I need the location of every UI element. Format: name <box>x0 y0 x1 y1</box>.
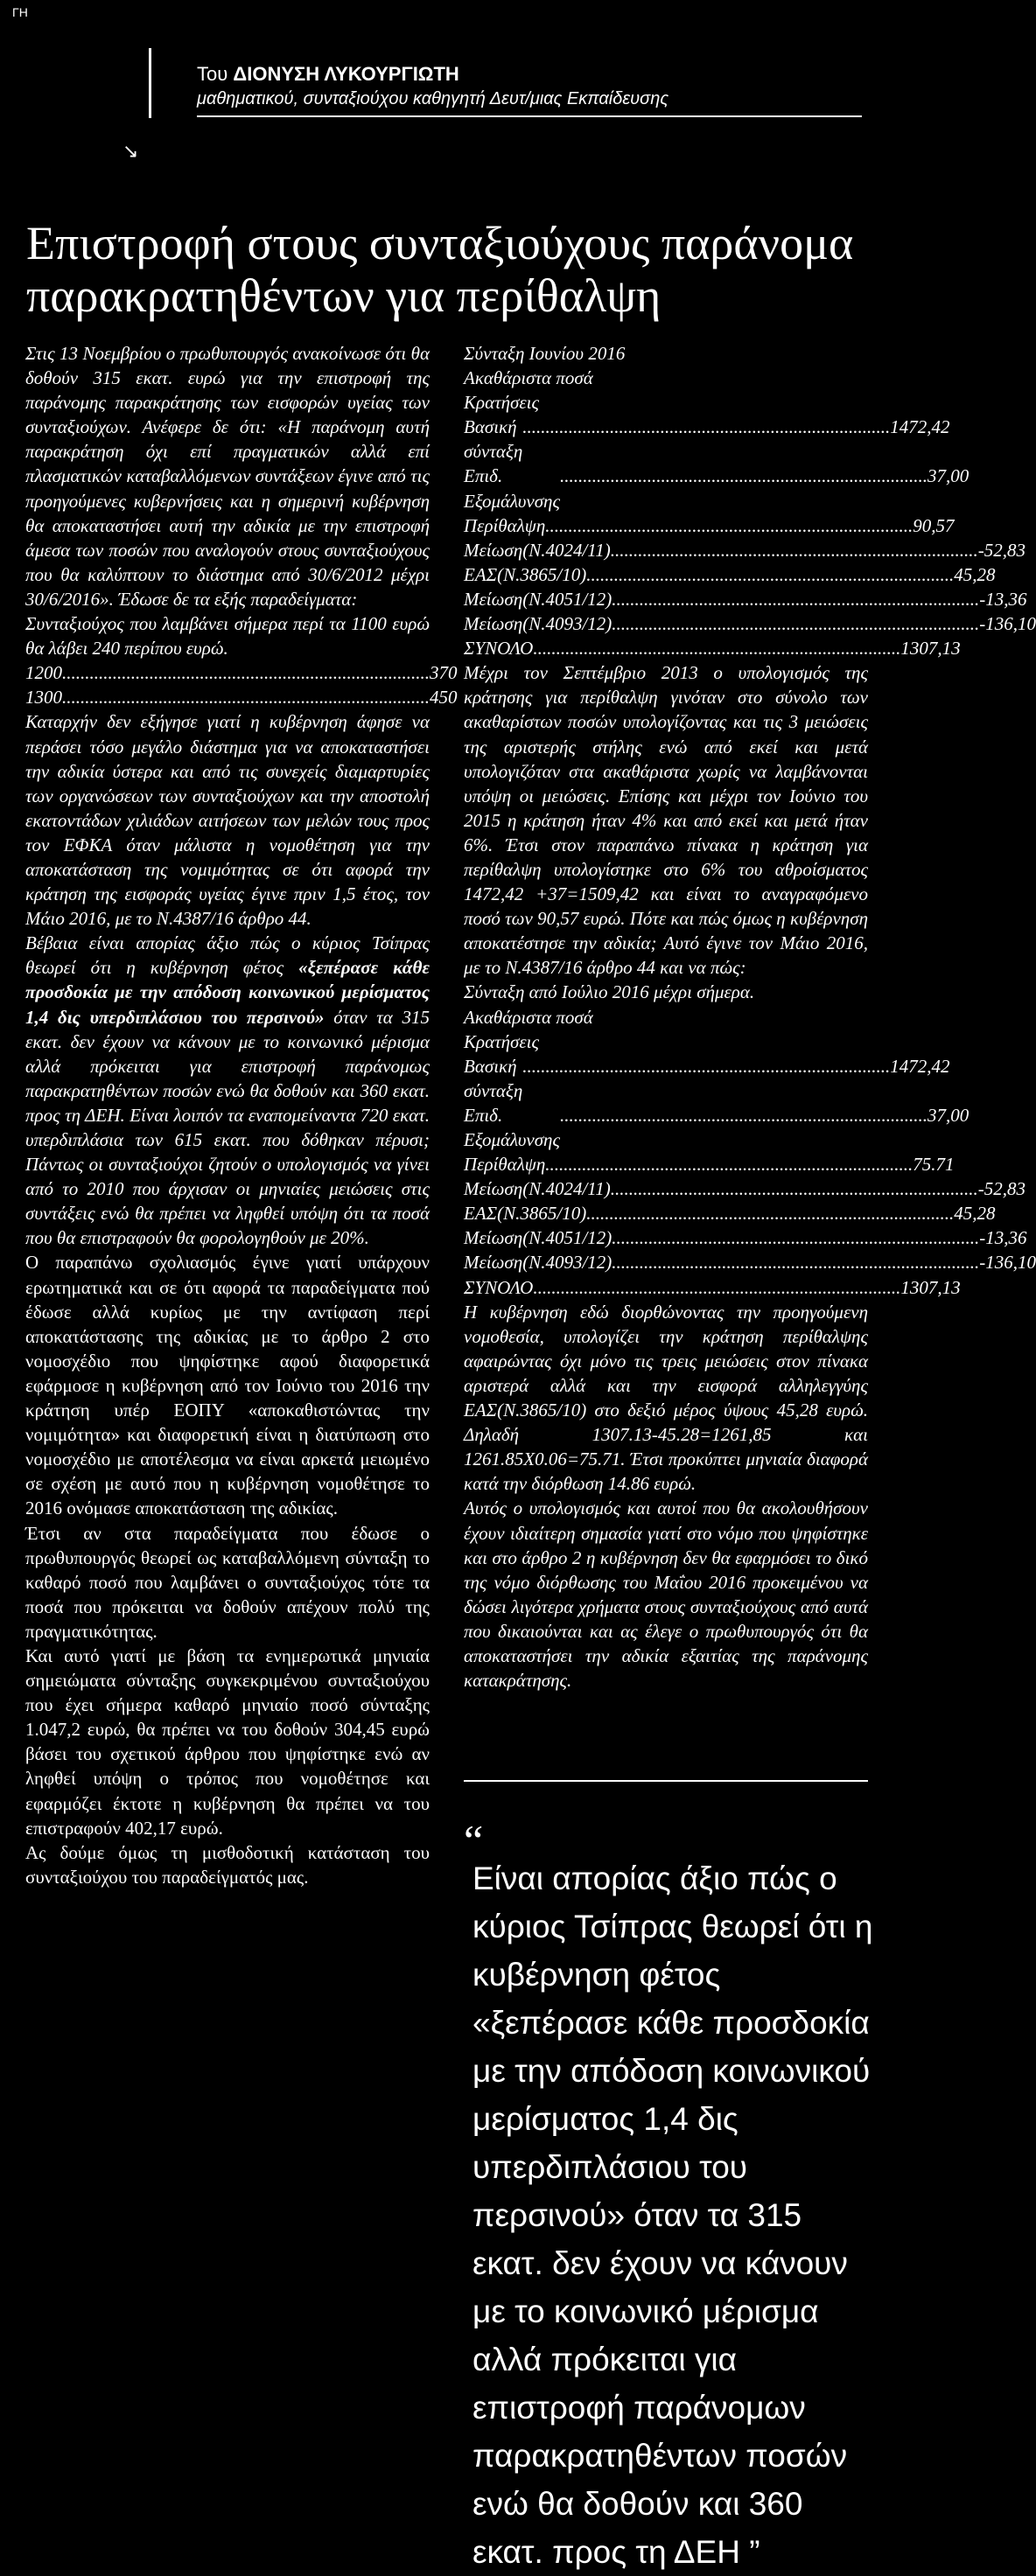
dot-leader: ................................................................................ <box>560 1104 928 1126</box>
row-label: Περίθαλψη <box>464 1154 546 1176</box>
row-value: 90,57 <box>913 514 955 536</box>
dot-leader: ................................................................................ <box>612 1252 980 1274</box>
row-label: ΣΥΝΟΛΟ <box>464 638 534 660</box>
figure-row <box>464 1152 955 1176</box>
pullquote: Είναι απορίας άξιο πώς ο κύριος Τσίπρας θεωρεί ότι η κυβέρνηση φέτος «ξεπέρασε κάθε προσδοκία με την απόδοση κοινωνικού μερίσματος 1,4 δις υπερδιπλάσιου του περσινού» όταν τα 315 εκατ. δεν έχουν να κάνουν με το κοινωνικό μέρισμα αλλά πρόκειται για επιστροφή παράνομων παρακρατηθέντων ποσών ενώ θα δοθούν και 360 εκατ. προς τη ΔΕΗ ” <box>472 1860 873 2570</box>
paragraph <box>25 931 430 1250</box>
author-line <box>197 63 459 86</box>
row-value: 1472,42 <box>890 1055 950 1077</box>
paragraph: Σύνταξη Ιουνίου 2016 <box>464 343 626 364</box>
dot-leader: ................................................................................ <box>522 416 891 438</box>
paragraph: Έτσι αν στα παραδείγματα που έδωσε ο πρωθυπουργός θεωρεί ως καταβαλλόμενη σύνταξη το καθαρό ποσό που λαμβάνει ο συνταξιούχος τότε τα ποσά που πρόκειται να δοθούν απέχουν πολύ της πραγματικότητας. <box>25 1522 430 1642</box>
paragraph-after: όταν τα 315 εκατ. δεν έχουν να κάνουν με το κοινωνικό μέρισμα αλλά πρόκειται για επιστροφή παράνομως παρακρατηθέντων ποσών ενώ θα δοθούν και 360 εκατ. προς τη ΔΕΗ. Είναι λοιπόν τα εναπομείναντα 720 εκατ. υπερδιπλάσια των 615 εκατ. που δόθηκαν πέρυσι; Πάντως οι συνταξιούχοι ζητούν ο υπολογισμός να γίνει από το 2010 που άρχισαν οι μηνιαίες μειώσεις στις συντάξεις ενώ θα πρέπει να ληφθεί υπόψη ότι τα ποσά που θα επιστραφούν θα φορολογηθούν με 20%. <box>25 1006 430 1249</box>
row-label: 1300 <box>25 687 62 709</box>
row-value: 37,00 <box>928 1104 970 1126</box>
paragraph: Κρατήσεις <box>464 392 540 414</box>
left-column <box>25 341 458 1889</box>
figure-row <box>464 538 1026 562</box>
row-label: Βασική σύνταξη <box>464 1055 523 1101</box>
dot-leader: ................................................................................ <box>610 1178 978 1200</box>
paragraph: Ακαθάριστα ποσά <box>464 1006 593 1028</box>
row-value: 1472,42 <box>890 416 950 438</box>
dot-leader: ................................................................................ <box>610 539 978 561</box>
paragraph: Καταρχήν δεν εξήγησε γιατί η κυβέρνηση άφησε να περάσει τόσο μεγάλο διάστημα για να αποκαταστήσει την αδικία ύστερα και από τις συνεχείς διαμαρτυρίες των οργανώσεων των συνταξιούχων και την αποστολή εκατοντάδων χιλιάδων αιτήσεων των μελών τους προς τον ΕΦΚΑ όταν μάλιστα η νομοθέτηση για την αποκατάσταση της νομιμότητας σε ότι αφορά την κράτηση της εισφοράς υγείας έγινε πριν 1,5 έτος, τον Μάιο 2016, με το Ν.4387/16 άρθρο 44. <box>25 711 430 930</box>
pullquote-divider <box>464 1780 868 1782</box>
author-role: μαθηματικού, συνταξιούχου καθηγητή Δευτ/μιας Εκπαίδευσης <box>197 89 669 108</box>
dot-leader: ................................................................................ <box>586 563 955 585</box>
figure-row <box>464 1103 970 1152</box>
figure-row <box>464 464 970 513</box>
paragraph: Κρατήσεις <box>464 1030 540 1052</box>
author-name: ΔΙΟΝΥΣΗ ΛΥΚΟΥΡΓΙΩΤΗ <box>233 63 459 85</box>
figure-row <box>464 1225 1027 1250</box>
row-label: Μείωση(Ν.4093/12) <box>464 1252 612 1274</box>
figure-row <box>464 415 950 464</box>
row-value: -13,36 <box>979 588 1027 610</box>
dot-leader: ................................................................................ <box>533 638 901 660</box>
paragraph: Ας δούμε όμως τη μισθοδοτική κατάσταση του συνταξιούχου του παραδείγματός μας. <box>25 1841 430 1888</box>
pullquote-mark: “ <box>464 1816 484 1865</box>
decorative-tick: ↘ <box>122 140 139 162</box>
article-title: Επιστροφή στους συνταξιούχους παράνομα παρακρατηθέντων για περίθαλψη <box>26 217 854 322</box>
row-value: 450 <box>430 687 458 709</box>
dot-leader: ................................................................................ <box>545 1154 914 1176</box>
row-label: ΕΑΣ(Ν.3865/10) <box>464 563 587 585</box>
row-label: Μείωση(Ν.4024/11) <box>464 1178 611 1200</box>
figure-row <box>464 513 955 538</box>
row-label: Περίθαλψη <box>464 514 546 536</box>
row-value: 37,00 <box>928 465 970 487</box>
paragraph: Συνταξιούχος που λαμβάνει σήμερα περί τα 1100 ευρώ θα λάβει 240 περίπου ευρώ. <box>25 613 430 660</box>
dot-leader: ................................................................................ <box>612 613 980 635</box>
row-value: -52,83 <box>977 539 1026 561</box>
paragraph-before: Βέβαια είναι απορίας άξιο πώς ο κύριος Τσίπρας θεωρεί ότι η κυβέρνηση φέτος <box>25 932 430 979</box>
dot-leader: ................................................................................ <box>586 1203 955 1225</box>
row-value: -13,36 <box>979 1227 1027 1249</box>
row-value: 1307,13 <box>900 638 961 660</box>
paragraph: Μέχρι τον Σεπτέμβριο 2013 ο υπολογισμός της κράτησης για περίθαλψη γινόταν στο σύνολο των ακαθαρίστων ποσών υπολογίζοντας και τις 3 μειώσεις της αριστερής στήλης ενώ από εκεί και μετά υπολογιζόταν στα ακαθάριστα χωρίς να λαμβάνονται υπόψη οι μειώσεις. Επίσης και μέχρι τον Ιούνιο του 2015 η κράτηση ήταν 4% και από εκεί και μετά ήταν 6%. Έτσι στον παραπάνω πίνακα η κράτηση για περίθαλψη υπολογίστηκε στο 6% του αθροίσματος 1472,42 +37=1509,42 και είναι το αναγραφόμενο ποσό των 90,57 ευρώ. Πότε και πώς όμως η κυβέρνηση αποκατέστησε την αδικία; Αυτό έγινε τον Μάιο 2016, με το Ν.4387/16 άρθρο 44 και να πώς: <box>464 662 868 979</box>
dot-leader: ................................................................................ <box>612 1227 980 1249</box>
row-label: Μείωση(Ν.4093/12) <box>464 613 612 635</box>
author-prefix: Του <box>197 63 234 85</box>
figure-row <box>464 1176 1026 1201</box>
paragraph: Ακαθάριστα ποσά <box>464 367 593 389</box>
header-rule <box>197 115 862 117</box>
row-label: Επιδ. Εξομάλυνσης <box>464 1104 560 1150</box>
row-label: ΣΥΝΟΛΟ <box>464 1276 534 1298</box>
paragraph: Αυτός ο υπολογισμός και αυτοί που θα ακολουθήσουν έχουν ιδιαίτερη σημασία γιατί στο νόμο που ψηφίστηκε και στο άρθρο 2 η κυβέρνηση δεν θα εφαρμόσει το δικό της νόμο διόρθωσης του Μαΐου 2016 προκειμένου να δώσει λιγότερα χρήματα στους συνταξιούχους από αυτά που δικαιούνται και ας έλεγε ο πρωθυπουργός ότι θα αποκαταστήσει την αδικία εξαιτίας της παράνομης κατακράτησης. <box>464 1497 868 1692</box>
row-value: 1307,13 <box>900 1276 961 1298</box>
row-label: Μείωση(Ν.4024/11) <box>464 539 611 561</box>
paragraph: Και αυτό γιατί με βάση τα ενημερωτικά μηνιαία σημειώματα σύνταξης συγκεκριμένου συνταξιούχου που έχει σήμερα καθαρό μηνιαίο ποσό σύνταξης 1.047,2 ευρώ, θα πρέπει να του δοθούν 304,45 ευρώ βάσει του σχετικού άρθρου που ψηφίστηκε ενώ αν ληφθεί υπόψη ο τρόπος που νομοθέτησε και εφαρμόζει έκτοτε η κυβέρνηση θα πρέπει να του επιστραφούν 402,17 ευρώ. <box>25 1644 430 1839</box>
row-value: 45,28 <box>954 1203 996 1225</box>
figure-row <box>464 1201 996 1225</box>
row-label: Μείωση(Ν.4051/12) <box>464 1227 612 1249</box>
figure-row <box>464 562 996 587</box>
dot-leader: ................................................................................ <box>522 1055 891 1077</box>
figure-row <box>25 660 458 685</box>
figure-row <box>25 685 458 709</box>
figure-row <box>464 1250 1036 1274</box>
row-value: 370 <box>430 662 458 684</box>
dot-leader: ................................................................................ <box>62 662 430 684</box>
paragraph: Στις 13 Νοεμβρίου ο πρωθυπουργός ανακοίνωσε ότι θα δοθούν 315 εκατ. ευρώ για την επιστροφή της παράνομης παρακράτησης των εισφορών υγείας των συνταξιούχων. Ανέφερε δε ότι: «Η παράνομη αυτή παρακράτηση όχι επί πραγματικών αλλά επί πλασματικών καταβαλλόμενων συντάξεων έγινε από τις προηγούμενες κυβερνήσεις και η σημερινή κυβέρνηση θα αποκαταστήσει αυτή την αδικία με την επιστροφή άμεσα των ποσών που αναλογούν στους συνταξιούχους που θα καλύπτουν το διάστημα από 30/6/2012 μέχρι 30/6/2016». Έδωσε δε τα εξής παραδείγματα: <box>25 343 430 610</box>
paragraph: Σύνταξη από Ιούλιο 2016 μέχρι σήμερα. <box>464 981 755 1003</box>
dot-leader: ................................................................................ <box>533 1276 901 1298</box>
figure-row <box>464 636 961 660</box>
row-label: Μείωση(Ν.4051/12) <box>464 588 612 610</box>
row-value: -136,10 <box>979 1252 1036 1274</box>
row-label: Βασική σύνταξη <box>464 416 523 463</box>
row-label: 1200 <box>25 662 62 684</box>
figure-row <box>464 1275 961 1300</box>
paragraph: Η κυβέρνηση εδώ διορθώνοντας την προηγούμενη νομοθεσία, υπολογίζει την κράτηση περίθαλψης αφαιρώντας όχι μόνο τις τρεις μειώσεις στον πίνακα αριστερά αλλά και την εισφορά αλληλεγγύης ΕΑΣ(Ν.3865/10) στο δεξιό μέρος ύψους 45,28 ευρώ. Δηλαδή 1307.13-45.28=1261,85 και 1261.85Χ0.06=75.71. Έτσι προκύπτει μηνιαία διαφορά κατά την διόρθωση 14.86 ευρώ. <box>464 1301 868 1495</box>
row-label: ΕΑΣ(Ν.3865/10) <box>464 1203 587 1225</box>
row-value: 45,28 <box>954 563 996 585</box>
row-value: -136,10 <box>979 613 1036 635</box>
dot-leader: ................................................................................ <box>560 465 928 487</box>
paragraph-bold: «ξεπέρασε κάθε προσδοκία με την απόδοση κοινωνικού μερίσματος 1,4 δις υπερδιπλάσιου του περσινού» <box>25 957 430 1028</box>
row-value: -52,83 <box>977 1178 1026 1200</box>
row-value: 75.71 <box>913 1154 955 1176</box>
row-label: Επιδ. Εξομάλυνσης <box>464 465 560 512</box>
dot-leader: ................................................................................ <box>62 687 430 709</box>
dot-leader: ................................................................................ <box>545 514 914 536</box>
right-column <box>464 341 1036 1693</box>
paragraph: Ο παραπάνω σχολιασμός έγινε γιατί υπάρχουν ερωτηματικά και σε ότι αφορά τα παραδείγματα πού έδωσε αλλά κυρίως με την αντίφαση περί αποκατάστασης της αδικίας με το άρθρο 2 στο νομοσχέδιο που ψηφίστηκε αφού διαφορετικά εφάρμοσε η κυβέρνηση από τον Ιούνιο του 2016 την κράτηση υπέρ ΕΟΠΥ «αποκαθιστώντας την νομιμότητα» και διαφορετική είναι η διατύπωση στο νομοσχέδιο με αποτέλεσμα να είναι αρκετά μειωμένο σε σχέση με αυτό που η κυβέρνηση νομοθέτησε το 2016 ονόμασε αποκατάσταση της αδικίας. <box>25 1252 430 1519</box>
figure-row <box>464 587 1027 611</box>
figure-row <box>464 1054 950 1103</box>
corner-mark: ΓΗ <box>12 5 28 19</box>
figure-row <box>464 611 1036 636</box>
dot-leader: ................................................................................ <box>612 588 980 610</box>
